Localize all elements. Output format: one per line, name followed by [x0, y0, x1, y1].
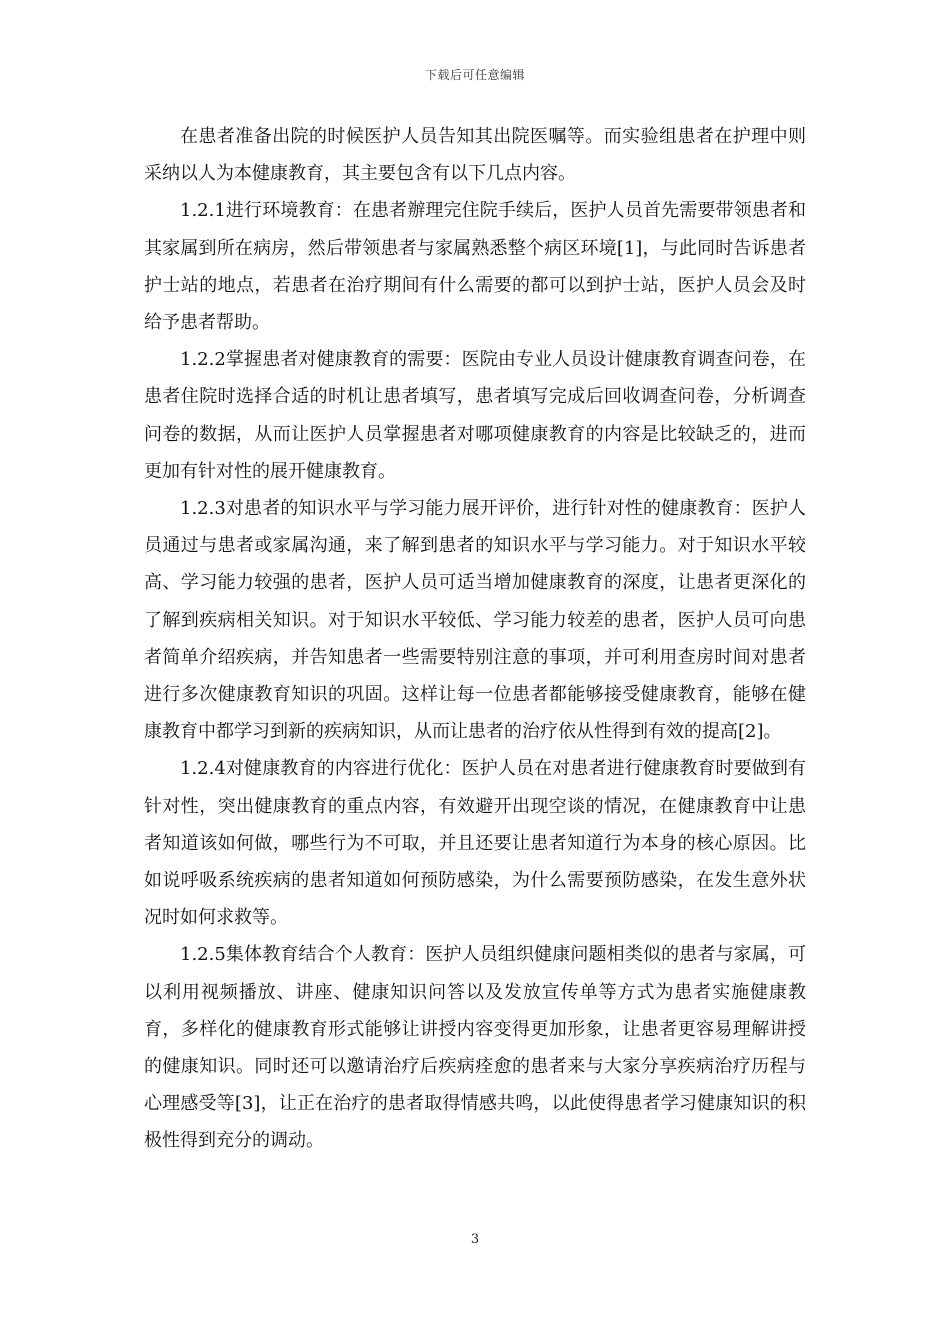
paragraph-1-2-2: 1.2.2掌握患者对健康教育的需要：医院由专业人员设计健康教育调查问卷，在患者住院时选择合适的时机让患者填写，患者填写完成后回收调查问卷，分析调查问卷的数据，从而让医护人员掌握患者对哪项健康教育的内容是比较缺乏的，进而更加有针对性的展开健康教育。 [144, 349, 806, 482]
paragraph-1-2-4: 1.2.4对健康教育的内容进行优化：医护人员在对患者进行健康教育时要做到有针对性，突出健康教育的重点内容，有效避开出现空谈的情况，在健康教育中让患者知道该如何做，哪些行为不可取，并且还要让患者知道行为本身的核心原因。比如说呼吸系统疾病的患者知道如何预防感染，为什么需要预防感染，在发生意外状况时如何求救等。 [144, 758, 806, 929]
document-body [144, 118, 806, 1160]
header-note: 下载后可任意编辑 [424, 68, 525, 82]
paragraph-1-2-1: 1.2.1进行环境教育：在患者辦理完住院手续后，医护人员首先需要带领患者和其家属到所在病房，然后带领患者与家属熟悉整个病区环境[1]，与此同时告诉患者护士站的地点，若患者在治疗期间有什么需要的都可以到护士站，医护人员会及时给予患者帮助。 [144, 200, 806, 334]
paragraph-1-2-3: 1.2.3对患者的知识水平与学习能力展开评价，进行针对性的健康教育：医护人员通过与患者或家属沟通，来了解到患者的知识水平与学习能力。对于知识水平较高、学习能力较强的患者，医护人员可适当增加健康教育的深度，让患者更深化的了解到疾病相关知识。对于知识水平较低、学习能力较差的患者，医护人员可向患者简单介绍疾病，并告知患者一些需要特别注意的事项，并可利用查房时间对患者进行多次健康教育知识的巩固。这样让每一位患者都能够接受健康教育，能够在健康教育中都学习到新的疾病知识，从而让患者的治疗依从性得到有效的提高[2]。 [144, 498, 806, 743]
page-number: 3 [470, 1232, 480, 1247]
paragraph-intro: 在患者准备出院的时候医护人员告知其出院医嘱等。而实验组患者在护理中则采纳以人为本健康教育，其主要包含有以下几点内容。 [144, 126, 806, 185]
paragraph-1-2-5: 1.2.5集体教育结合个人教育：医护人员组织健康问题相类似的患者与家属，可以利用视频播放、讲座、健康知识问答以及发放宣传单等方式为患者实施健康教育，多样化的健康教育形式能够让讲授内容变得更加形象，让患者更容易理解讲授的健康知识。同时还可以邀请治疗后疾病痊愈的患者来与大家分享疾病治疗历程与心理感受等[3]，让正在治疗的患者取得情感共鸣，以此使得患者学习健康知识的积极性得到充分的调动。 [144, 944, 806, 1152]
